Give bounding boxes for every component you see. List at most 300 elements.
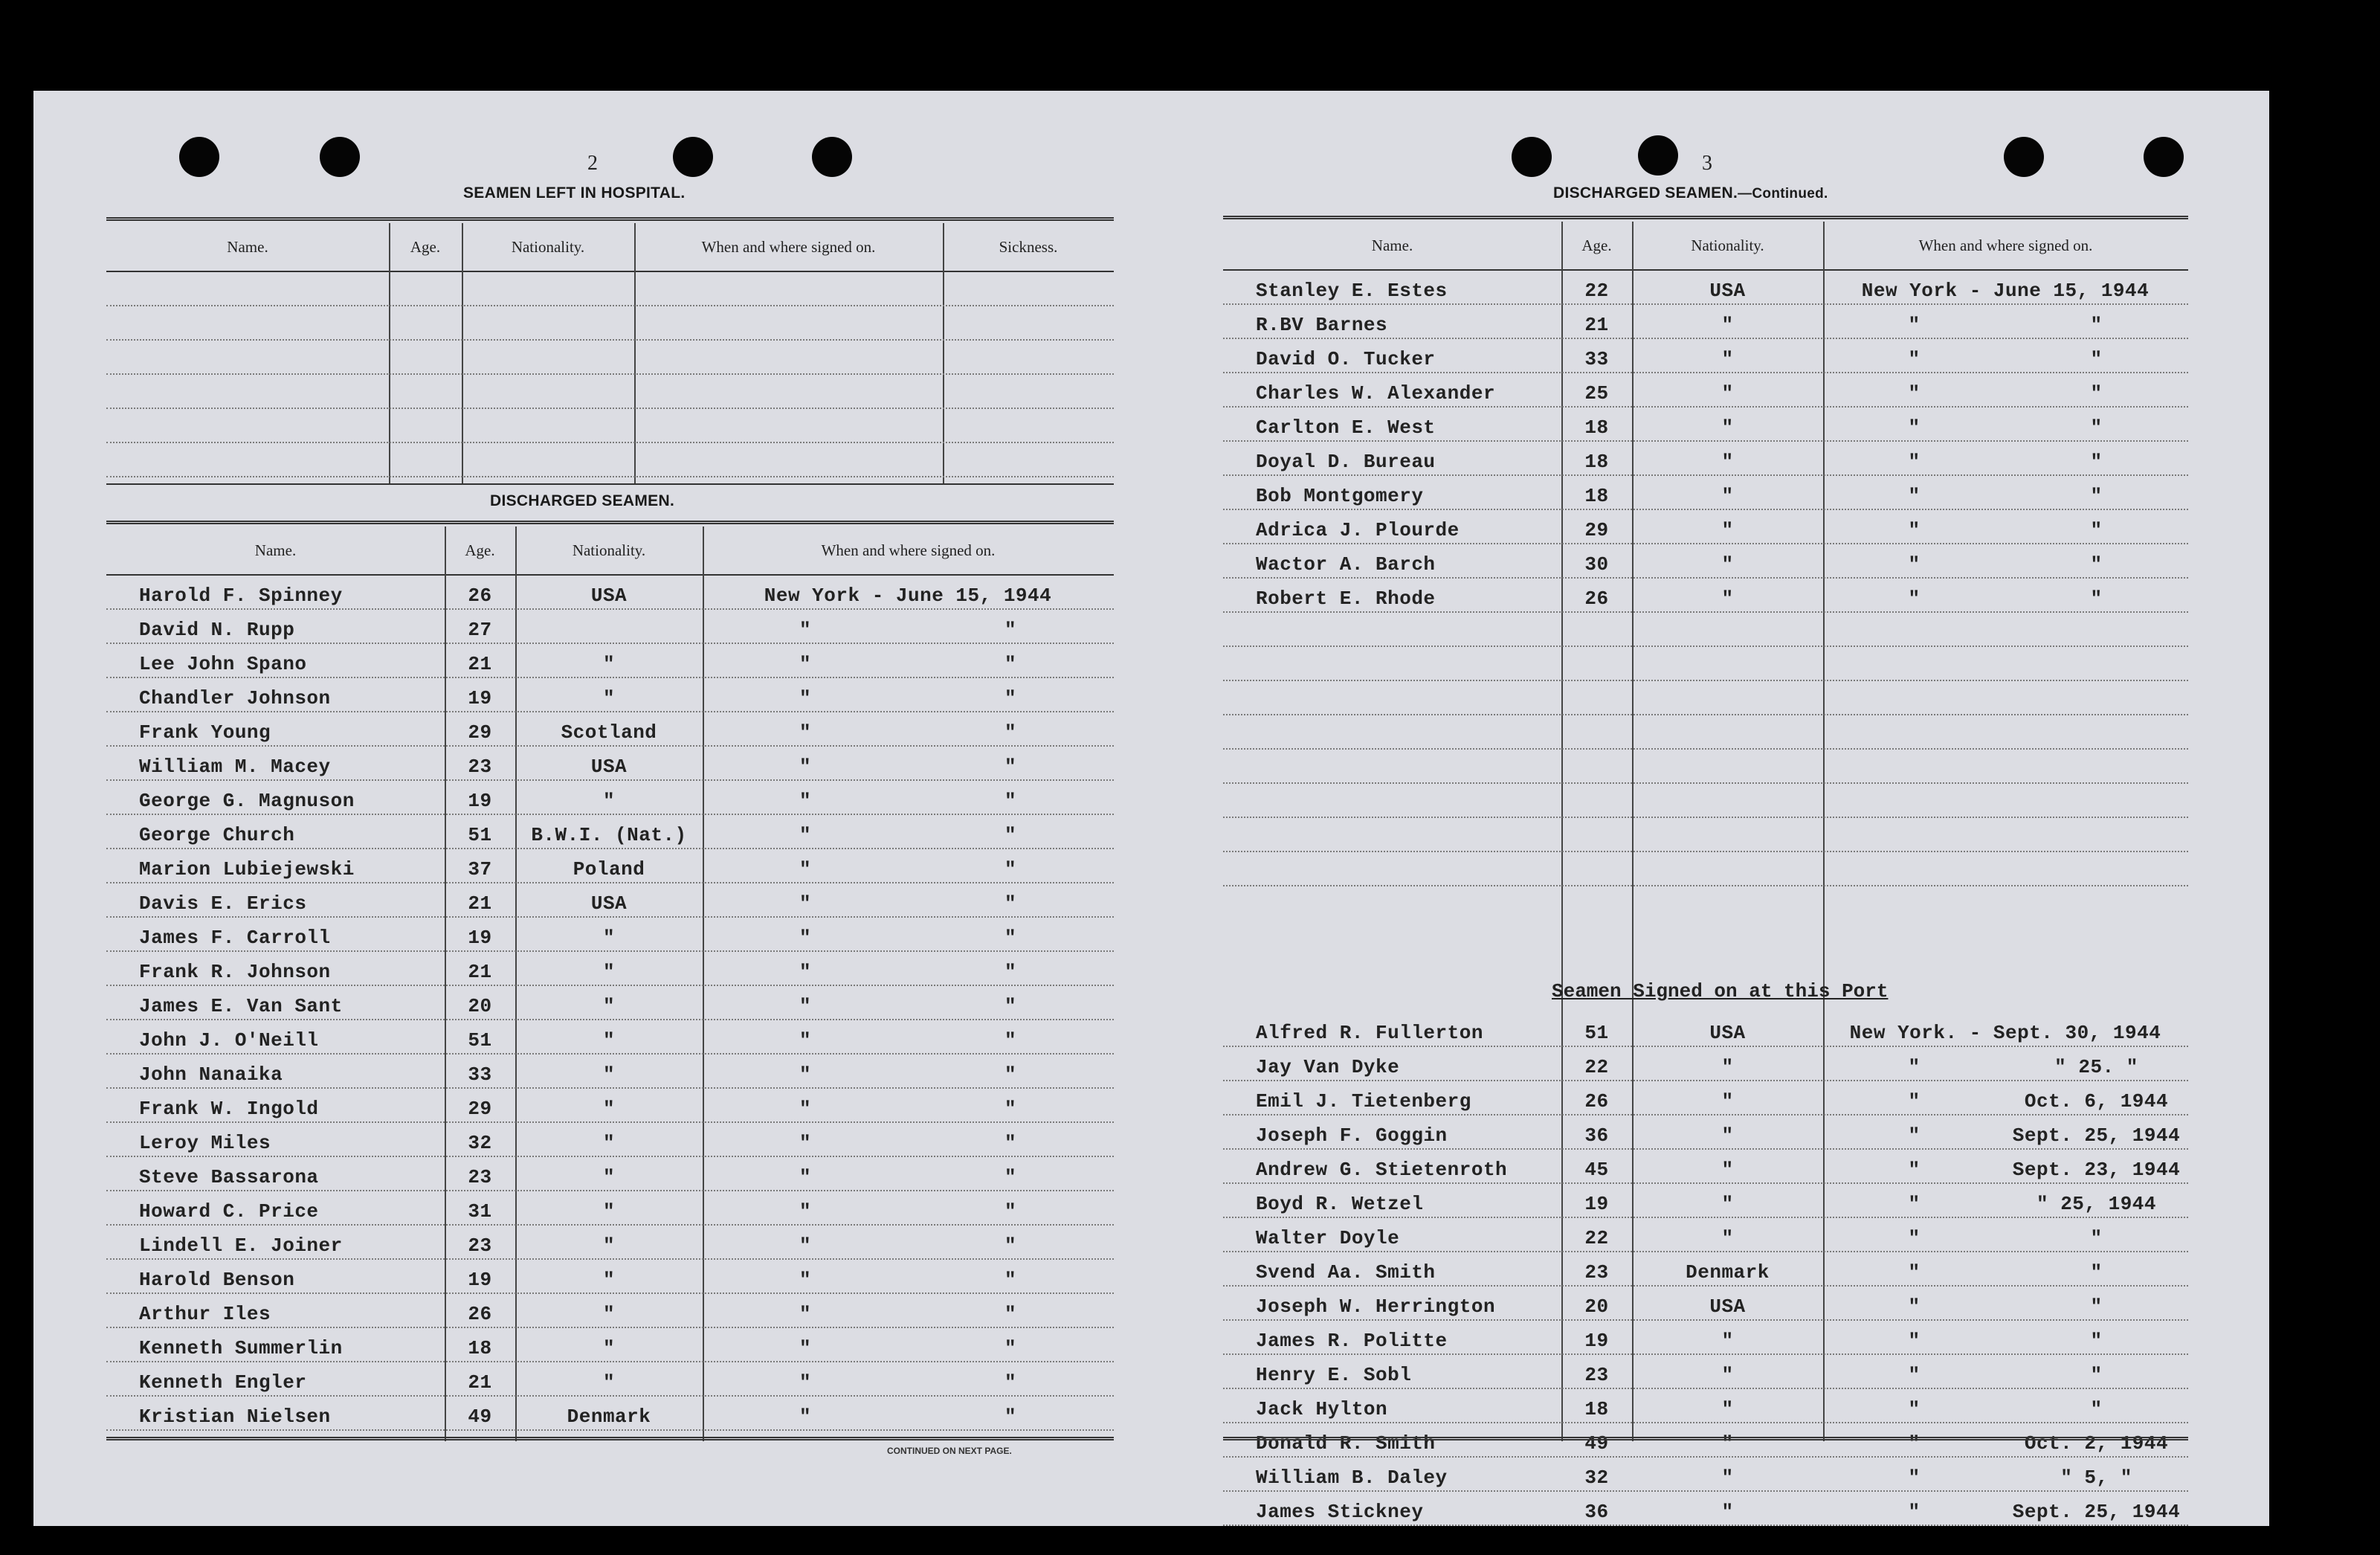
signed-on-place: " <box>1908 1124 1921 1147</box>
seaman-nationality: USA <box>590 585 628 607</box>
signed-on-place: " <box>799 1200 812 1223</box>
seaman-name: Robert E. Rhode <box>1256 587 1436 610</box>
signed-on-place: " <box>1908 587 1921 610</box>
discharged-section-title: DISCHARGED SEAMEN. <box>490 492 675 509</box>
seaman-nationality: " <box>1721 1364 1734 1386</box>
seaman-name: Leroy Miles <box>139 1132 271 1154</box>
table-row <box>1223 440 2188 476</box>
section-rule <box>106 483 1114 485</box>
seaman-nationality: Poland <box>573 858 645 880</box>
signed-on-subheading: Seamen Signed on at this Port <box>1552 980 1889 1002</box>
column-header-name: Name. <box>1371 236 1413 254</box>
seaman-nationality: " <box>602 1063 616 1086</box>
seaman-age: 36 <box>1584 1124 1609 1147</box>
discharged-continued-title <box>1553 184 1828 202</box>
signed-on-date: " <box>2090 485 2103 507</box>
signed-on-place: " <box>799 1063 812 1086</box>
seaman-age: 26 <box>468 585 492 607</box>
table-row <box>1223 338 2188 373</box>
signed-on-place: " <box>799 995 812 1017</box>
table-row <box>1223 1456 2188 1492</box>
seaman-age: 18 <box>1584 1398 1609 1420</box>
signed-on-place: " <box>799 892 812 915</box>
section-rule <box>106 1437 1114 1440</box>
seaman-name: Boyd R. Wetzel <box>1256 1193 1424 1215</box>
table-row <box>106 1361 1114 1397</box>
seaman-nationality: Denmark <box>567 1406 651 1428</box>
table-row <box>1223 1217 2188 1252</box>
seaman-age: 30 <box>1584 553 1609 576</box>
section-rule <box>1223 1437 2188 1440</box>
seaman-age: 19 <box>468 687 492 709</box>
table-row <box>106 1190 1114 1226</box>
seaman-age: 29 <box>468 721 492 744</box>
seaman-age: 51 <box>468 1029 492 1052</box>
signed-on-date: " <box>2090 1398 2103 1420</box>
seaman-name: Harold F. Spinney <box>139 585 343 607</box>
seaman-age: 20 <box>468 995 492 1017</box>
seaman-name: Lee John Spano <box>139 653 307 675</box>
seaman-age: 18 <box>1584 416 1609 439</box>
seaman-name: John J. O'Neill <box>139 1029 319 1052</box>
seaman-nationality: " <box>1721 519 1734 541</box>
seaman-nationality: " <box>602 1200 616 1223</box>
seaman-nationality: USA <box>1709 1022 1746 1044</box>
seaman-name: Emil J. Tietenberg <box>1256 1090 1471 1113</box>
column-header-nationality: Nationality. <box>511 237 585 256</box>
column-header-name: Name. <box>227 237 268 256</box>
ledger-sheet <box>33 91 2269 1526</box>
signed-on-date: " <box>2090 1261 2103 1284</box>
table-row <box>1223 1285 2188 1321</box>
title-suffix: —Continued. <box>1738 186 1828 202</box>
blank-row <box>1223 851 2188 886</box>
signed-on-place: " <box>799 1371 812 1394</box>
table-row <box>1223 372 2188 408</box>
seaman-nationality: USA <box>590 756 628 778</box>
seaman-nationality: " <box>602 1371 616 1394</box>
signed-on-date: New York. - Sept. 30, 1944 <box>1849 1022 2161 1044</box>
seaman-name: Alfred R. Fullerton <box>1256 1022 1483 1044</box>
blank-row <box>106 271 1114 306</box>
seaman-age: 25 <box>1584 382 1609 405</box>
seaman-name: Bob Montgomery <box>1256 485 1424 507</box>
seaman-age: 32 <box>1584 1467 1609 1489</box>
table-row <box>106 814 1114 849</box>
seaman-age: 21 <box>468 961 492 983</box>
table-row <box>106 950 1114 986</box>
seaman-nationality: " <box>602 927 616 949</box>
table-row <box>106 1224 1114 1260</box>
seaman-name: Andrew G. Stietenroth <box>1256 1159 1508 1181</box>
continued-footnote: CONTINUED ON NEXT PAGE. <box>887 1446 1012 1456</box>
seaman-name: Lindell E. Joiner <box>139 1234 343 1257</box>
seaman-nationality: " <box>1721 1227 1734 1249</box>
table-row <box>1223 1353 2188 1389</box>
signed-on-date: " <box>2090 451 2103 473</box>
seaman-name: George Church <box>139 824 295 846</box>
seaman-nationality: " <box>1721 485 1734 507</box>
signed-on-place: " <box>799 1269 812 1291</box>
hospital-section-title: SEAMEN LEFT IN HOSPITAL. <box>463 184 686 202</box>
seaman-age: 29 <box>468 1098 492 1120</box>
signed-on-date: " <box>1004 1269 1017 1291</box>
signed-on-date: " <box>1004 1063 1017 1086</box>
column-header-age: Age. <box>465 541 495 559</box>
signed-on-place: " <box>1908 1398 1921 1420</box>
seaman-nationality: " <box>1721 1398 1734 1420</box>
signed-on-date: " <box>1004 687 1017 709</box>
seaman-nationality: " <box>602 1098 616 1120</box>
signed-on-date: " <box>1004 995 1017 1017</box>
signed-on-date: Sept. 25, 1944 <box>2012 1501 2181 1523</box>
signed-on-date: " <box>1004 653 1017 675</box>
column-header-age: Age. <box>1581 236 1612 254</box>
seaman-name: James R. Politte <box>1256 1330 1448 1352</box>
blank-row <box>1223 680 2188 715</box>
table-row <box>106 608 1114 644</box>
signed-on-place: " <box>1908 485 1921 507</box>
table-row <box>106 1258 1114 1294</box>
section-rule <box>1223 216 2188 219</box>
seaman-age: 21 <box>468 1371 492 1394</box>
table-row <box>106 1156 1114 1191</box>
discharged-table-continued <box>1223 222 2188 1523</box>
signed-on-date: " <box>1004 1337 1017 1359</box>
signed-on-place: " <box>799 756 812 778</box>
seaman-age: 22 <box>1584 1056 1609 1078</box>
column-header-age: Age. <box>410 237 441 256</box>
left-page <box>33 91 1149 1526</box>
signed-on-date: " <box>2090 553 2103 576</box>
seaman-age: 19 <box>468 927 492 949</box>
seaman-age: 21 <box>468 653 492 675</box>
blank-row <box>106 373 1114 409</box>
seaman-nationality: " <box>1721 314 1734 336</box>
seaman-age: 33 <box>468 1063 492 1086</box>
blank-row <box>1223 748 2188 784</box>
seaman-name: Kristian Nielsen <box>139 1406 331 1428</box>
signed-on-date: " <box>2090 1295 2103 1318</box>
signed-on-place: " <box>799 1234 812 1257</box>
signed-on-place: " <box>799 1098 812 1120</box>
seaman-name: Davis E. Erics <box>139 892 307 915</box>
table-row <box>1223 1490 2188 1526</box>
signed-on-place: " <box>1908 348 1921 370</box>
seaman-nationality: " <box>1721 382 1734 405</box>
signed-on-place: " <box>1908 1432 1921 1455</box>
table-row <box>1223 1046 2188 1081</box>
seaman-name: Frank R. Johnson <box>139 961 331 983</box>
blank-row <box>106 408 1114 443</box>
seaman-name: Kenneth Engler <box>139 1371 307 1394</box>
signed-on-place: " <box>799 619 812 641</box>
seaman-name: Joseph F. Goggin <box>1256 1124 1448 1147</box>
column-header-signed-on: When and where signed on. <box>1918 236 2093 254</box>
table-row <box>1223 1388 2188 1423</box>
signed-on-place: " <box>799 1166 812 1188</box>
signed-on-place: " <box>1908 314 1921 336</box>
seaman-name: Jack Hylton <box>1256 1398 1388 1420</box>
signed-on-place: " <box>799 1303 812 1325</box>
seaman-name: Harold Benson <box>139 1269 295 1291</box>
seaman-nationality: " <box>602 995 616 1017</box>
signed-on-date: " <box>1004 1200 1017 1223</box>
seaman-age: 23 <box>468 1234 492 1257</box>
seaman-name: Kenneth Summerlin <box>139 1337 343 1359</box>
seaman-nationality: " <box>1721 348 1734 370</box>
table-row <box>1223 406 2188 442</box>
table-row <box>106 1019 1114 1055</box>
seaman-name: James E. Van Sant <box>139 995 343 1017</box>
seaman-age: 22 <box>1584 280 1609 302</box>
right-page <box>1149 91 2269 1526</box>
seaman-name: Frank Young <box>139 721 271 744</box>
seaman-name: Arthur Iles <box>139 1303 271 1325</box>
signed-on-date: " 5, " <box>2060 1467 2132 1489</box>
signed-on-date: " <box>1004 961 1017 983</box>
title-text: DISCHARGED SEAMEN. <box>1553 184 1738 202</box>
seaman-age: 51 <box>468 824 492 846</box>
column-header-signed-on: When and where signed on. <box>701 237 876 256</box>
seaman-nationality: " <box>1721 1330 1734 1352</box>
signed-on-place: " <box>799 858 812 880</box>
signed-on-date: " <box>1004 790 1017 812</box>
table-row <box>1223 1148 2188 1184</box>
seaman-name: William M. Macey <box>139 756 331 778</box>
signed-on-place: " <box>1908 382 1921 405</box>
seaman-name: David O. Tucker <box>1256 348 1436 370</box>
signed-on-place: " <box>1908 1330 1921 1352</box>
signed-on-date: Oct. 6, 1944 <box>2024 1090 2169 1113</box>
blank-row <box>106 305 1114 341</box>
seaman-age: 33 <box>1584 348 1609 370</box>
signed-on-date: " <box>1004 858 1017 880</box>
seaman-nationality: " <box>602 1029 616 1052</box>
signed-on-place: " <box>799 927 812 949</box>
seaman-nationality: " <box>602 687 616 709</box>
seaman-name: Doyal D. Bureau <box>1256 451 1436 473</box>
signed-on-date: " <box>2090 1330 2103 1352</box>
signed-on-place: " <box>1908 519 1921 541</box>
seaman-name: Stanley E. Estes <box>1256 280 1448 302</box>
seaman-nationality: " <box>1721 1090 1734 1113</box>
signed-on-place: " <box>1908 1261 1921 1284</box>
signed-on-place: " <box>1908 1159 1921 1181</box>
seaman-nationality: USA <box>1709 280 1746 302</box>
seaman-age: 31 <box>468 1200 492 1223</box>
signed-on-date: Sept. 25, 1944 <box>2012 1124 2181 1147</box>
blank-row <box>1223 611 2188 647</box>
table-row <box>106 745 1114 781</box>
signed-on-place: " <box>799 790 812 812</box>
signed-on-place: " <box>1908 1467 1921 1489</box>
signed-on-date: " <box>1004 892 1017 915</box>
table-row <box>1223 1182 2188 1218</box>
seaman-nationality: Denmark <box>1686 1261 1770 1284</box>
signed-on-date: " <box>2090 1227 2103 1249</box>
seaman-age: 23 <box>468 756 492 778</box>
signed-on-date: " <box>1004 1234 1017 1257</box>
signed-on-date: " <box>1004 1098 1017 1120</box>
seaman-age: 26 <box>468 1303 492 1325</box>
hospital-table <box>106 223 1114 483</box>
blank-row <box>106 442 1114 477</box>
seaman-nationality: USA <box>1709 1295 1746 1318</box>
seaman-name: David N. Rupp <box>139 619 295 641</box>
signed-on-date: " <box>2090 587 2103 610</box>
signed-on-date: " 25, 1944 <box>2036 1193 2157 1215</box>
seaman-name: Joseph W. Herrington <box>1256 1295 1496 1318</box>
table-row <box>1223 1011 2188 1047</box>
table-header <box>1223 222 2188 271</box>
seaman-age: 27 <box>468 619 492 641</box>
table-row <box>106 1292 1114 1328</box>
table-row <box>1223 1080 2188 1115</box>
table-row <box>106 677 1114 712</box>
table-row <box>106 574 1114 610</box>
seaman-name: John Nanaika <box>139 1063 283 1086</box>
signed-on-place: " <box>1908 1501 1921 1523</box>
seaman-age: 19 <box>468 790 492 812</box>
section-rule <box>106 521 1114 524</box>
signed-on-date: " <box>2090 416 2103 439</box>
blank-row <box>1223 817 2188 852</box>
seaman-nationality: " <box>602 1234 616 1257</box>
seaman-nationality: " <box>602 1337 616 1359</box>
blank-row <box>1223 714 2188 750</box>
signed-on-place: " <box>799 721 812 744</box>
seaman-name: George G. Magnuson <box>139 790 355 812</box>
seaman-nationality: " <box>1721 587 1734 610</box>
seaman-name: Marion Lubiejewski <box>139 858 355 880</box>
table-row <box>1223 543 2188 579</box>
table-row <box>106 711 1114 747</box>
seaman-age: 19 <box>1584 1193 1609 1215</box>
signed-on-date: " <box>1004 1029 1017 1052</box>
seaman-nationality: USA <box>590 892 628 915</box>
table-row <box>1223 577 2188 613</box>
seaman-age: 36 <box>1584 1501 1609 1523</box>
table-row <box>1223 474 2188 510</box>
discharged-table <box>106 527 1114 1441</box>
signed-on-place: " <box>1908 1056 1921 1078</box>
table-row <box>106 1395 1114 1431</box>
seaman-nationality: B.W.I. (Nat.) <box>531 824 687 846</box>
seaman-age: 23 <box>1584 1261 1609 1284</box>
seaman-name: Steve Bassarona <box>139 1166 319 1188</box>
seaman-age: 23 <box>468 1166 492 1188</box>
table-row <box>106 882 1114 918</box>
column-header-nationality: Nationality. <box>572 541 646 559</box>
signed-on-date: New York - June 15, 1944 <box>764 585 1052 607</box>
column-header-name: Name. <box>254 541 297 559</box>
blank-row <box>1223 645 2188 681</box>
seaman-name: Adrica J. Plourde <box>1256 519 1460 541</box>
signed-on-date: " <box>1004 824 1017 846</box>
seaman-nationality: " <box>602 1132 616 1154</box>
table-row <box>106 848 1114 883</box>
blank-row <box>106 339 1114 375</box>
signed-on-place: " <box>1908 1364 1921 1386</box>
signed-on-place: " <box>799 1406 812 1428</box>
seaman-name: Charles W. Alexander <box>1256 382 1496 405</box>
seaman-nationality: " <box>1721 1193 1734 1215</box>
seaman-nationality: " <box>602 1166 616 1188</box>
seaman-nationality: " <box>602 790 616 812</box>
signed-on-date: " <box>1004 927 1017 949</box>
seaman-age: 19 <box>1584 1330 1609 1352</box>
signed-on-date: " 25. " <box>2054 1056 2138 1078</box>
seaman-age: 18 <box>1584 485 1609 507</box>
table-row <box>106 779 1114 815</box>
seaman-age: 21 <box>468 892 492 915</box>
table-row <box>106 985 1114 1020</box>
seaman-age: 22 <box>1584 1227 1609 1249</box>
seaman-nationality: " <box>602 653 616 675</box>
seaman-age: 20 <box>1584 1295 1609 1318</box>
seaman-nationality: " <box>1721 1432 1734 1455</box>
signed-on-place: " <box>1908 1193 1921 1215</box>
seaman-name: R.BV Barnes <box>1256 314 1388 336</box>
signed-on-date: " <box>1004 1132 1017 1154</box>
signed-on-place: " <box>799 653 812 675</box>
seaman-nationality: " <box>602 1303 616 1325</box>
signed-on-place: " <box>799 1029 812 1052</box>
table-row <box>106 916 1114 952</box>
seaman-age: 19 <box>468 1269 492 1291</box>
signed-on-date: " <box>2090 1364 2103 1386</box>
seaman-nationality: " <box>1721 451 1734 473</box>
table-row <box>1223 509 2188 544</box>
table-header <box>106 527 1114 576</box>
seaman-name: Walter Doyle <box>1256 1227 1400 1249</box>
table-row <box>106 643 1114 678</box>
signed-on-place: " <box>799 1132 812 1154</box>
signed-on-place: " <box>1908 416 1921 439</box>
seaman-name: James F. Carroll <box>139 927 331 949</box>
seaman-age: 37 <box>468 858 492 880</box>
blank-row <box>1223 782 2188 818</box>
signed-on-place: " <box>1908 1227 1921 1249</box>
signed-on-date: Oct. 2, 1944 <box>2024 1432 2169 1455</box>
seaman-age: 29 <box>1584 519 1609 541</box>
seaman-age: 32 <box>468 1132 492 1154</box>
signed-on-date: New York - June 15, 1944 <box>1861 280 2150 302</box>
signed-on-date: Sept. 23, 1944 <box>2012 1159 2181 1181</box>
seaman-name: Wactor A. Barch <box>1256 553 1436 576</box>
column-header-signed-on: When and where signed on. <box>821 541 996 559</box>
seaman-name: Henry E. Sobl <box>1256 1364 1412 1386</box>
table-row <box>1223 1251 2188 1287</box>
page-number: 3 <box>1702 152 1712 175</box>
table-row <box>1223 1114 2188 1150</box>
seaman-age: 18 <box>468 1337 492 1359</box>
column-header-sickness: Sickness. <box>999 237 1058 256</box>
signed-on-place: " <box>799 961 812 983</box>
signed-on-place: " <box>799 824 812 846</box>
signed-on-date: " <box>2090 519 2103 541</box>
seaman-age: 45 <box>1584 1159 1609 1181</box>
seaman-name: Howard C. Price <box>139 1200 319 1223</box>
signed-on-date: " <box>1004 1406 1017 1428</box>
seaman-age: 21 <box>1584 314 1609 336</box>
page-number: 2 <box>587 152 598 175</box>
table-row <box>106 1121 1114 1157</box>
signed-on-date: " <box>2090 348 2103 370</box>
seaman-nationality: " <box>1721 1467 1734 1489</box>
seaman-name: William B. Daley <box>1256 1467 1448 1489</box>
